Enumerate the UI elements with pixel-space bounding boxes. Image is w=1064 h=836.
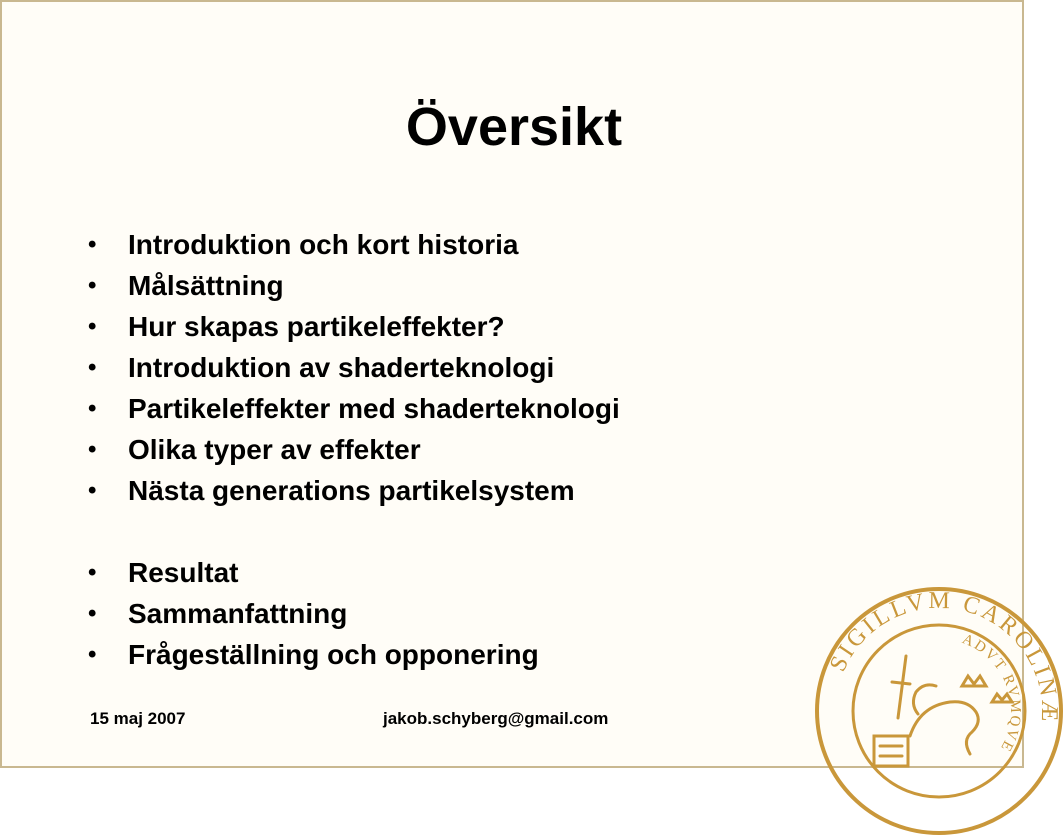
list-item-text: Introduktion och kort historia: [128, 229, 519, 260]
bullet-icon: •: [88, 436, 97, 463]
list-item-text: Partikeleffekter med shaderteknologi: [128, 393, 620, 424]
bullet-icon: •: [88, 272, 97, 299]
bullet-icon: •: [88, 395, 97, 422]
list-item-text: Frågeställning och opponering: [128, 639, 539, 670]
list-item: [88, 552, 620, 593]
bullet-icon: •: [88, 313, 97, 340]
list-item-text: Nästa generations partikelsystem: [128, 475, 575, 506]
bullet-icon: •: [88, 600, 97, 627]
bullet-icon: •: [88, 641, 97, 668]
bullet-icon: •: [88, 559, 97, 586]
list-item: [88, 429, 620, 470]
footer-date: 15 maj 2007: [90, 709, 186, 728]
list-item-text: Målsättning: [128, 270, 284, 301]
footer-email: jakob.schyberg@gmail.com: [383, 709, 609, 728]
list-item-text: Resultat: [128, 557, 239, 588]
list-item: [88, 470, 620, 511]
university-seal-logo: [814, 586, 1064, 836]
seal-outer-text: SIGILLVM CAROLINÆ: [824, 587, 1063, 725]
list-item: [88, 306, 620, 347]
list-item: [88, 347, 620, 388]
list-item: [88, 265, 620, 306]
list-item: [88, 593, 620, 634]
seal-inner-text: ADVT RVMQVE: [959, 631, 1024, 756]
list-item-text: Introduktion av shaderteknologi: [128, 352, 555, 383]
bullet-icon: •: [88, 231, 97, 258]
list-item: [88, 634, 620, 675]
list-item-text: Sammanfattning: [128, 598, 348, 629]
bullet-icon: •: [88, 477, 97, 504]
list-item-text: Olika typer av effekter: [128, 434, 421, 465]
bullet-list: [88, 224, 620, 675]
list-item: [88, 388, 620, 429]
list-item-text: Hur skapas partikeleffekter?: [128, 311, 505, 342]
bullet-icon: •: [88, 354, 97, 381]
slide-title: Översikt: [405, 97, 623, 157]
list-item: [88, 224, 620, 265]
